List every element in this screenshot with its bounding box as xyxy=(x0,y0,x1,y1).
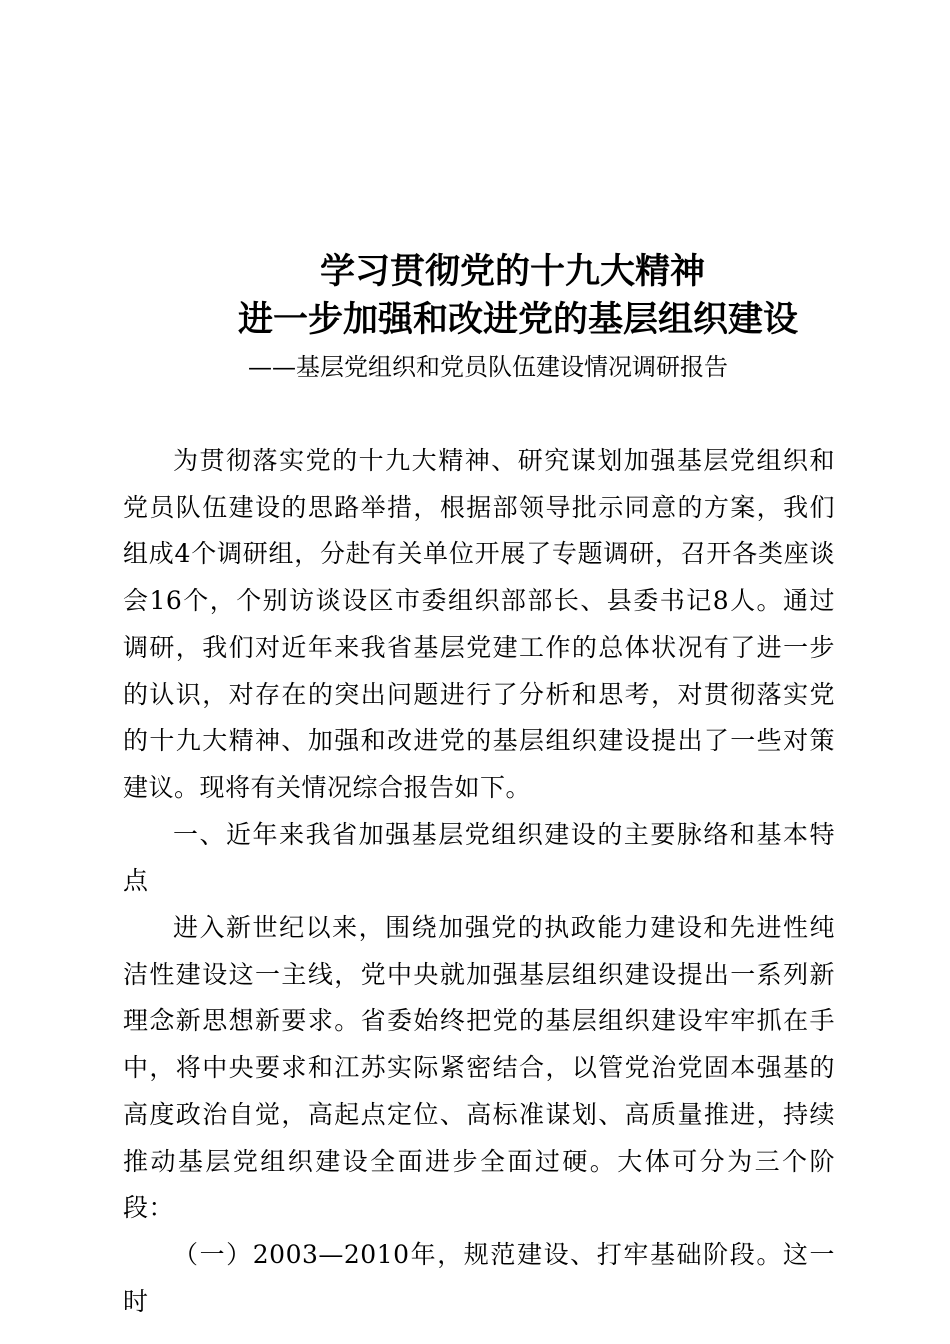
document-body xyxy=(123,438,835,1325)
intro-paragraph: 为贯彻落实党的十九大精神、研究谋划加强基层党组织和党员队伍建设的思路举措，根据部领导批示同意的方案，我们组成4个调研组，分赴有关单位开展了专题调研，召开各类座谈会16个，个别访谈设区市委组织部部长、县委书记8人。通过调研，我们对近年来我省基层党建工作的总体状况有了进一步的认识，对存在的突出问题进行了分析和思考，对贯彻落实党的十九大精神、加强和改进党的基层组织建设提出了一些对策建议。现将有关情况综合报告如下。 xyxy=(123,446,835,802)
document-subtitle: ——基层党组织和党员队伍建设情况调研报告 xyxy=(248,353,728,381)
body-paragraph: 进入新世纪以来，围绕加强党的执政能力建设和先进性纯洁性建设这一主线，党中央就加强基层组织建设提出一系列新理念新思想新要求。省委始终把党的基层组织建设牢牢抓在手中，将中央要求和江苏实际紧密结合，以管党治党固本强基的高度政治自觉，高起点定位、高标准谋划、高质量推进，持续推动基层党组织建设全面进步全面过硬。大体可分为三个阶段： xyxy=(123,913,835,1223)
document-title-line-2: 进一步加强和改进党的基层组织建设 xyxy=(238,300,799,340)
section-heading-1: 一、近年来我省加强基层党组织建设的主要脉络和基本特点 xyxy=(123,819,835,896)
document-title-line-1: 学习贯彻党的十九大精神 xyxy=(320,252,706,292)
subsection-heading-1: （一）2003—2010年，规范建设、打牢基础阶段。这一时 xyxy=(123,1239,835,1316)
